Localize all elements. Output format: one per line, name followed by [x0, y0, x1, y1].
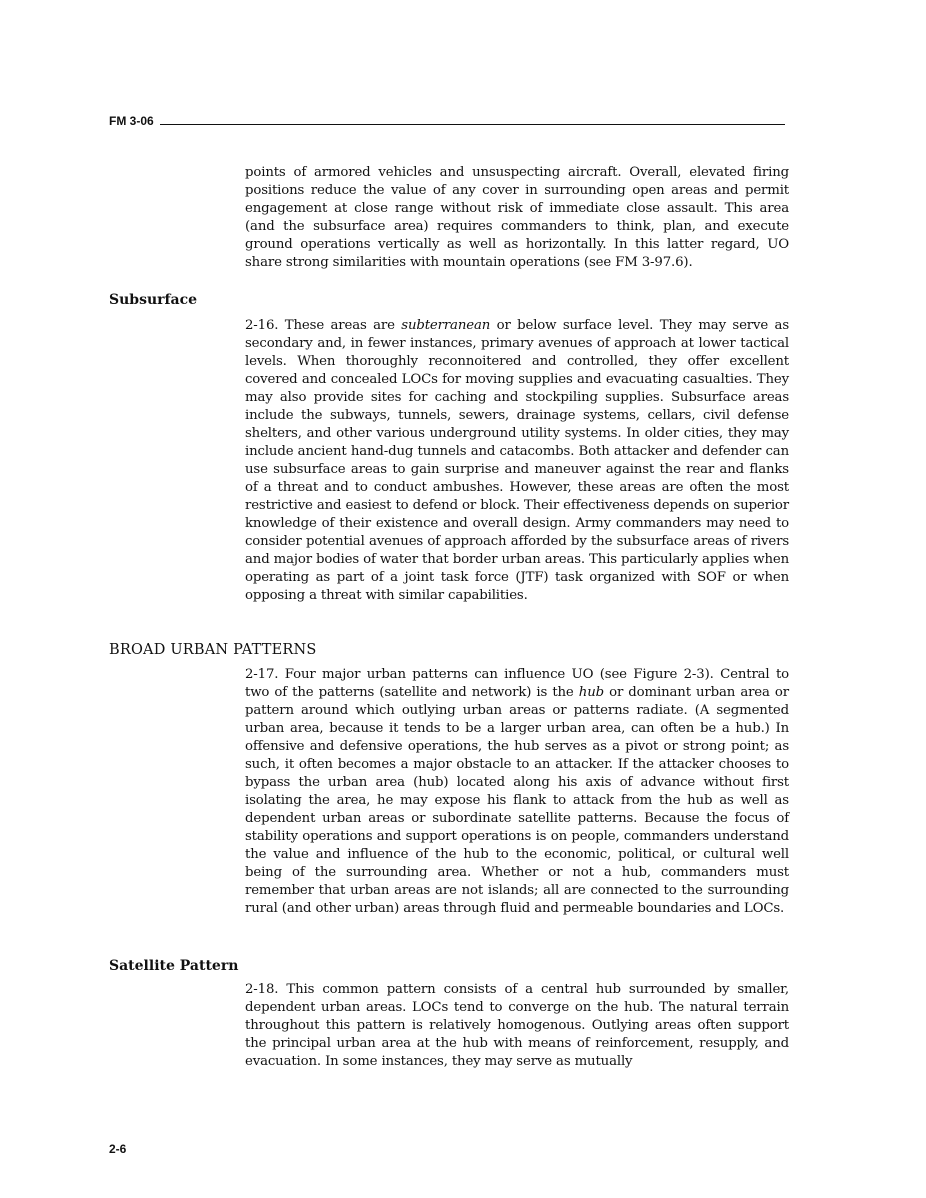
paragraph-2-16-lead: 2-16. These areas are	[245, 318, 402, 333]
term-hub: hub	[578, 685, 604, 700]
continuation-paragraph: points of armored vehicles and unsuspecting aircraft. Overall, elevated firing positions reduce the value of any cover in surrounding open areas and permit engagement at close range without risk of immediate close assault. This area (and the subsurface area) requires commanders to think, plan, and execute ground operations vertically as well as horizontally. In this latter regard, UO share strong similarities with mountain operations (see FM 3-97.6).	[245, 165, 789, 270]
satellite-pattern-heading: Satellite Pattern	[109, 958, 239, 974]
paragraph-2-17-rest: or dominant urban area or pattern around which outlying urban areas or patterns radiate. (A segmented urban area, because it tends to be a larger urban area, can often be a hub.) In offensive and defensive operations, the hub serves as a pivot or strong point; as such, it often becomes a major obstacle to an attacker. If the attacker chooses to bypass the urban area (hub) located along his axis of advance without first isolating the area, he may expose his flank to attack from the hub as well as dependent urban areas or subordinate satellite patterns. Because the focus of stability operations and support operations is on people, commanders understand the value and influence of the hub to the economic, political, or cultural well being of the surrounding area. Whether or not a hub, commanders must remember that urban areas are not islands; all are connected to the surrounding rural (and other urban) areas through fluid and permeable boundaries and LOCs.	[245, 685, 789, 916]
header-rule	[160, 124, 785, 125]
paragraph-2-16	[245, 317, 789, 605]
broad-urban-patterns-heading: BROAD URBAN PATTERNS	[109, 642, 317, 658]
running-header	[109, 111, 785, 127]
subsurface-heading: Subsurface	[109, 292, 198, 308]
paragraph-2-16-rest: or below surface level. They may serve as secondary and, in fewer instances, primary avenues of approach at lower tactical levels. When thoroughly reconnoitered and controlled, they offer excellent covered and concealed LOCs for moving supplies and evacuating casualties. They may also provide sites for caching and stockpiling supplies. Subsurface areas include the subways, tunnels, sewers, drainage systems, cellars, civil defense shelters, and other various underground utility systems. In older cities, they may include ancient hand-dug tunnels and catacombs. Both attacker and defender can use subsurface areas to gain surprise and maneuver against the rear and flanks of a threat and to conduct ambushes. However, these areas are often the most restrictive and easiest to defend or block. Their effectiveness depends on superior knowledge of their existence and overall design. Army commanders may need to consider potential avenues of approach afforded by the subsurface areas of rivers and major bodies of water that border urban areas. This particularly applies when operating as part of a joint task force (JTF) task organized with SOF or when opposing a threat with similar capabilities.	[245, 318, 789, 603]
page-number: 2-6	[109, 1142, 127, 1156]
paragraph-2-18: 2-18. This common pattern consists of a central hub surrounded by smaller, dependent urban areas. LOCs tend to converge on the hub. The natural terrain throughout this pattern is relatively homogenous. Outlying areas often support the principal urban area at the hub with means of reinforcement, resupply, and evacuation. In some instances, they may serve as mutually	[245, 982, 789, 1069]
paragraph-2-17-lead: 2-17. Four major urban patterns can influence UO (see Figure 2-3). Central to two of the patterns (satellite and network) is the	[245, 667, 789, 700]
term-subterranean: subterranean	[401, 318, 491, 333]
document-id: FM 3-06	[109, 114, 154, 128]
paragraph-2-17	[245, 666, 789, 918]
